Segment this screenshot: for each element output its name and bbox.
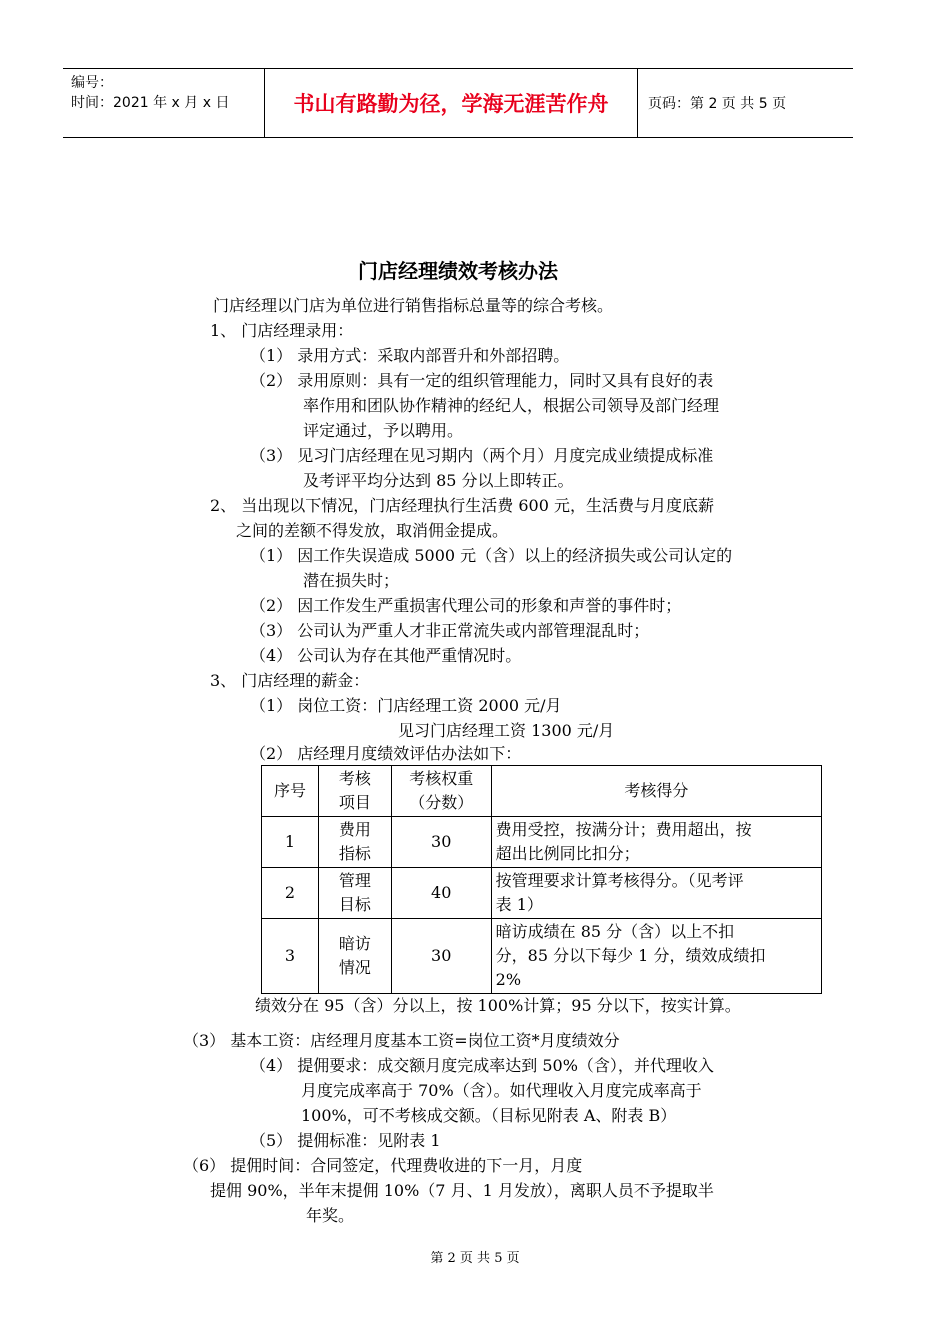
cell-weight: 30	[391, 919, 491, 994]
header-page-number: 页码：第 2 页 共 5 页	[648, 96, 787, 112]
section-1-item-3: （3） 见习门店经理在见习期内（两个月）月度完成业绩提成标准	[250, 446, 714, 465]
section-1-item-2-cont: 评定通过，予以聘用。	[303, 421, 464, 440]
section-2-item-1: （1） 因工作失误造成 5000 元（含）以上的经济损失或公司认定的	[250, 546, 733, 565]
section-3-item-6: （6） 提佣时间：合同签定，代理费收进的下一月，月度	[183, 1156, 583, 1175]
cell-score: 费用受控，按满分计；费用超出，按 超出比例同比扣分；	[491, 817, 821, 868]
cell-no: 3	[262, 919, 319, 994]
section-3-item-4-cont: 100%，可不考核成交额。（目标见附表 A、附表 B）	[301, 1106, 677, 1125]
header-info	[63, 69, 264, 137]
header-cell-no: 序号	[262, 766, 319, 817]
cell-score: 暗访成绩在 85 分（含）以上不扣 分，85 分以下每少 1 分，绩效成绩扣 2%	[491, 919, 821, 994]
document-number-label: 编号：	[71, 75, 113, 91]
cell-item: 费用 指标	[318, 817, 391, 868]
section-3-item-6-cont: 提佣 90%，半年末提佣 10%（7 月、1 月发放），离职人员不予提取半	[210, 1181, 714, 1200]
document-time-label: 时间：2021 年 x 月 x 日	[71, 95, 230, 111]
cell-weight: 30	[391, 817, 491, 868]
table-row	[262, 817, 822, 868]
header-motto: 书山有路勤为径，学海无涯苦作舟	[264, 69, 638, 137]
header-cell-item: 考核 项目	[318, 766, 391, 817]
section-2-item-1-cont: 潜在损失时；	[303, 571, 400, 590]
cell-no: 1	[262, 817, 319, 868]
section-3-title: 3、 门店经理的薪金：	[210, 671, 370, 690]
section-2-title-cont: 之间的差额不得发放，取消佣金提成。	[236, 521, 509, 540]
section-3-item-5: （5） 提佣标准：见附表 1	[250, 1131, 441, 1150]
table-row	[262, 868, 822, 919]
section-3-item-2: （2） 店经理月度绩效评估办法如下：	[250, 744, 522, 763]
section-1-item-1: （1） 录用方式：采取内部晋升和外部招聘。	[250, 346, 570, 365]
section-2-item-2: （2） 因工作发生严重损害代理公司的形象和声誉的事件时；	[250, 596, 682, 615]
section-3-item-4: （4） 提佣要求：成交额月度完成率达到 50%（含），并代理收入	[250, 1056, 714, 1075]
section-3-item-4-cont: 月度完成率高于 70%（含）。如代理收入月度完成率高于	[301, 1081, 702, 1100]
cell-score: 按管理要求计算考核得分。（见考评 表 1）	[491, 868, 821, 919]
section-3-item-6-cont: 年奖。	[306, 1206, 355, 1225]
section-1-item-2-cont: 率作用和团队协作精神的经纪人，根据公司领导及部门经理	[303, 396, 720, 415]
section-2-item-3: （3） 公司认为严重人才非正常流失或内部管理混乱时；	[250, 621, 650, 640]
cell-item: 暗访 情况	[318, 919, 391, 994]
section-3-item-1: （1） 岗位工资：门店经理工资 2000 元/月	[250, 696, 562, 715]
section-2-title: 2、 当出现以下情况，门店经理执行生活费 600 元，生活费与月度底薪	[210, 496, 714, 515]
section-1-title: 1、 门店经理录用：	[210, 321, 354, 340]
section-2-item-4: （4） 公司认为存在其他严重情况时。	[250, 646, 522, 665]
performance-table	[261, 765, 822, 994]
intro-paragraph: 门店经理以门店为单位进行销售指标总量等的综合考核。	[213, 296, 614, 315]
cell-no: 2	[262, 868, 319, 919]
cell-item: 管理 目标	[318, 868, 391, 919]
table-note: 绩效分在 95（含）分以上，按 100%计算；95 分以下，按实计算。	[255, 996, 741, 1015]
section-1-item-2: （2） 录用原则：具有一定的组织管理能力，同时又具有良好的表	[250, 371, 714, 390]
page-footer: 第 2 页 共 5 页	[430, 1251, 520, 1266]
header-cell-score: 考核得分	[491, 766, 821, 817]
table-row	[262, 919, 822, 994]
section-1-item-3-cont: 及考评平均分达到 85 分以上即转正。	[303, 471, 574, 490]
header-cell-weight: 考核权重 （分数）	[391, 766, 491, 817]
section-3-item-3: （3） 基本工资：店经理月度基本工资=岗位工资*月度绩效分	[183, 1031, 620, 1050]
document-title: 门店经理绩效考核办法	[358, 259, 558, 283]
cell-weight: 40	[391, 868, 491, 919]
section-3-item-1-cont: 见习门店经理工资 1300 元/月	[398, 721, 615, 740]
table-header-row	[262, 766, 822, 817]
page-header	[63, 68, 853, 138]
